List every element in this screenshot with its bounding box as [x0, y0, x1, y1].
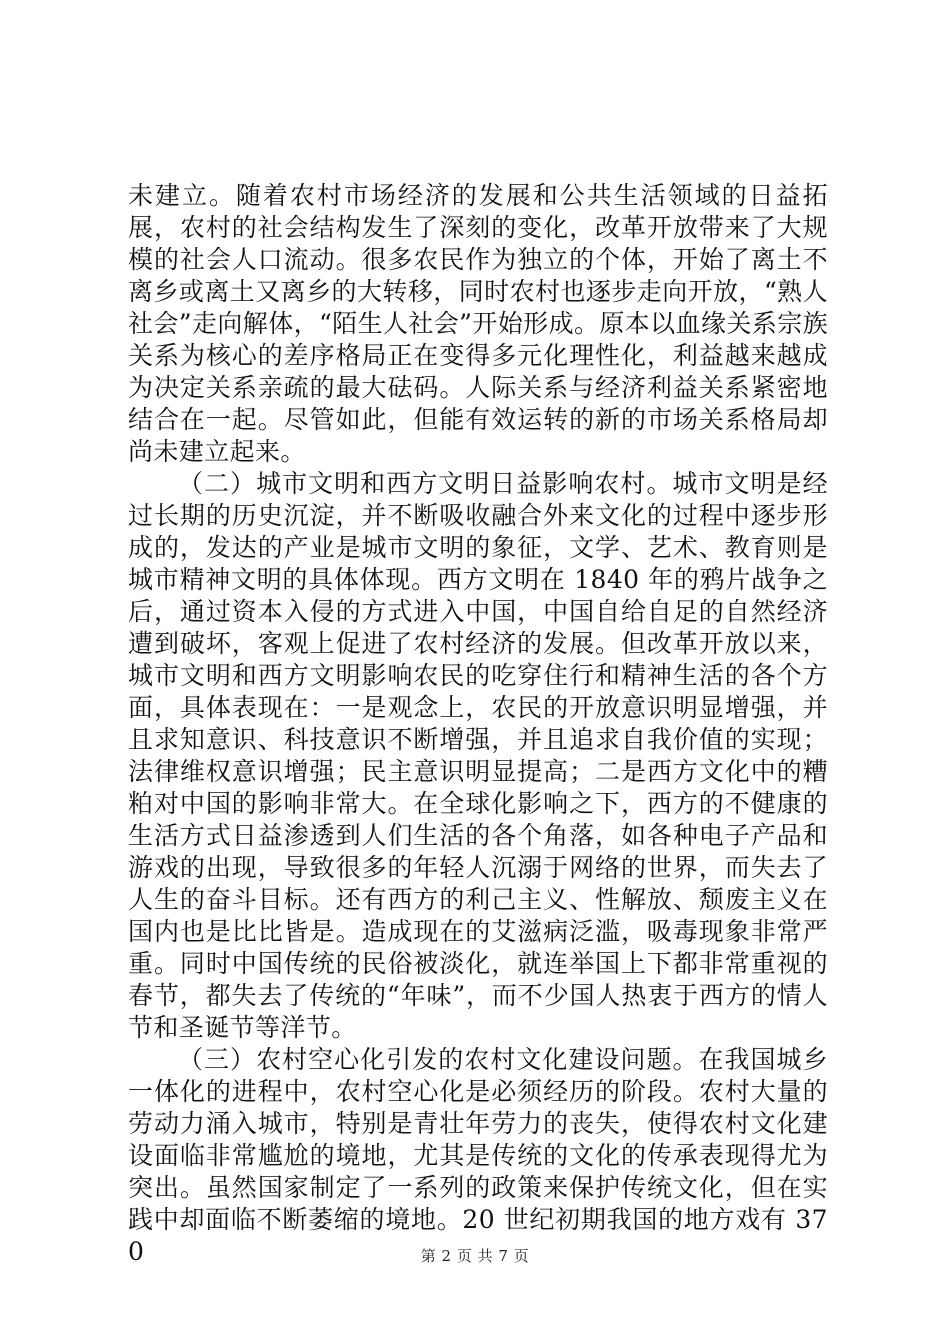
- paragraph-section-2: （二）城市文明和西方文明日益影响农村。城市文明是经过长期的历史沉淀，并不断吸收融合外来文化的过程中逐步形成的，发达的产业是城市文明的象征，文学、艺术、教育则是城市精神文明的具体体现。西方文明在 1840 年的鸦片战争之后，通过资本入侵的方式进入中国，中国自给自足的自然经济遭到破坏，客观上促进了农村经济的发展。但改革开放以来，城市文明和西方文明影响农民的吃穿住行和精神生活的各个方面，具体表现在：一是观念上，农民的开放意识明显增强，并且求知意识、科技意识不断增强，并且追求自我价值的实现；法律维权意识增强；民主意识明显提高；二是西方文化中的糟粕对中国的影响非常大。在全球化影响之下，西方的不健康的生活方式日益渗透到人们生活的各个角落，如各种电子产品和游戏的出现，导致很多的年轻人沉溺于网络的世界，而失去了人生的奋斗目标。还有西方的利己主义、性解放、颓废主义在国内也是比比皆是。造成现在的艾滋病泛滥，吸毒现象非常严重。同时中国传统的民俗被淡化，就连举国上下都非常重视的春节，都失去了传统的“年味”，而不少国人热衷于西方的情人节和圣诞节等洋节。: [128, 469, 828, 1042]
- page-footer: 第 2 页 共 7 页: [420, 1247, 530, 1265]
- document-body: [128, 180, 828, 1268]
- paragraph-section-3: （三）农村空心化引发的农村文化建设问题。在我国城乡一体化的进程中，农村空心化是必须经历的阶段。农村大量的劳动力涌入城市，特别是青壮年劳力的丧失，使得农村文化建设面临非常尴尬的境地，尤其是传统的文化的传承表现得尤为突出。虽然国家制定了一系列的政策来保护传统文化，但在实践中却面临不断萎缩的境地。20 世纪初期我国的地方戏有 370: [128, 1045, 828, 1266]
- paragraph-continued: 未建立。随着农村市场经济的发展和公共生活领域的日益拓展，农村的社会结构发生了深刻的变化，改革开放带来了大规模的社会人口流动。很多农民作为独立的个体，开始了离土不离乡或离土又离乡的大转移，同时农村也逐步走向开放，“熟人社会”走向解体，“陌生人社会”开始形成。原本以血缘关系宗族关系为核心的差序格局正在变得多元化理性化，利益越来越成为决定关系亲疏的最大砝码。人际关系与经济利益关系紧密地结合在一起。尽管如此，但能有效运转的新的市场关系格局却尚未建立起来。: [128, 181, 828, 466]
